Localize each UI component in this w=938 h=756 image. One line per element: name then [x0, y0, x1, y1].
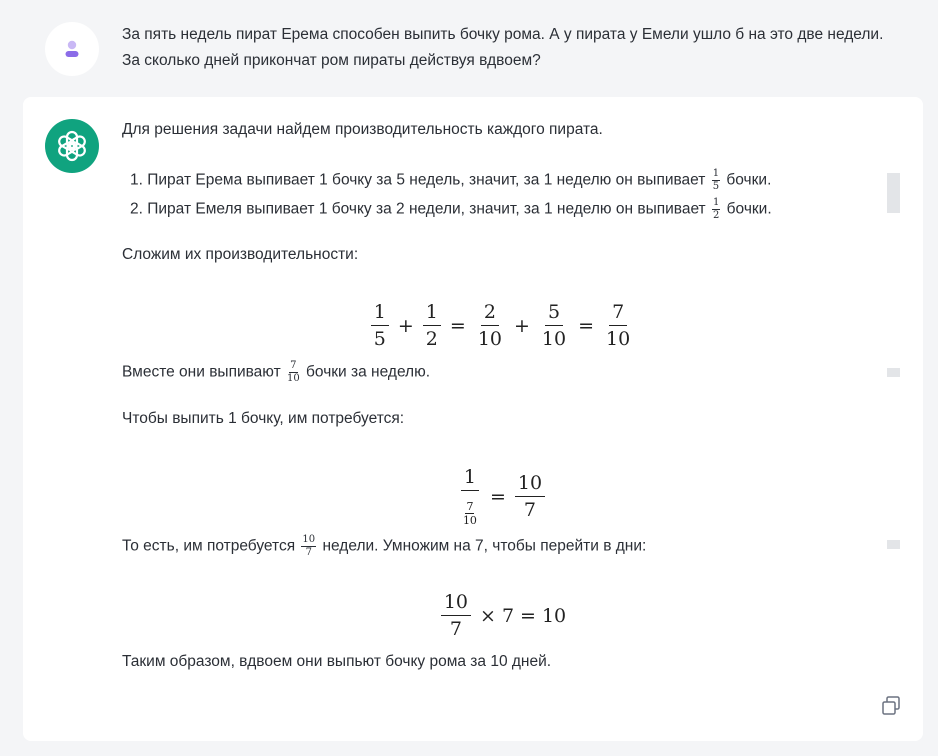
list-item-text: Пират Ерема выпивает 1 бочку за 5 недель, значит, за 1 неделю он выпивает: [147, 171, 706, 189]
user-avatar: [45, 22, 99, 76]
equation-time: $\frac{1}{\frac{7}{10}}$ = $\frac{10}{7}$: [122, 467, 882, 526]
list-marker: 1.: [130, 171, 143, 189]
equation-sum: $\frac{1}{5}$ + $\frac{1}{2}$ = $\frac{2}{10}$ + $\frac{5}{10}$ = $\frac{7}{10}$: [122, 302, 882, 349]
assistant-message-card: [23, 97, 923, 741]
inline-fraction: $\frac{1}{2}$: [712, 197, 720, 221]
scroll-marker: [887, 368, 900, 377]
list-item-suffix: бочки.: [726, 171, 772, 189]
list-item-suffix: бочки.: [726, 200, 772, 218]
openai-logo-icon: [54, 128, 90, 164]
scroll-marker: [887, 540, 900, 549]
list-item: [130, 169, 771, 192]
intro-text: Для решения задачи найдем производительность каждого пирата.: [122, 121, 603, 138]
list-item-text: Пират Емеля выпивает 1 бочку за 2 недели, значит, за 1 неделю он выпивает: [147, 200, 706, 218]
assistant-avatar: [45, 119, 99, 173]
inline-fraction: $\frac{10}{7}$: [302, 534, 316, 558]
sum-intro-text: Сложим их производительности:: [122, 246, 359, 263]
together-text: Вместе они выпивают $\frac{7}{10}$ бочки за неделю.: [122, 360, 431, 384]
inline-fraction: $\frac{7}{10}$: [287, 360, 300, 384]
user-message-text: За пять недель пират Ерема способен выпить бочку рома. А у пирата у Емели ушло б на это две недели. За сколько дней прикончат ром пираты действуя вдвоем?: [122, 26, 884, 69]
weeks-text: То есть, им потребуется $\frac{10}{7}$ недели. Умножим на 7, чтобы перейти в дни:: [122, 534, 647, 558]
inline-fraction: $\frac{1}{5}$: [712, 168, 720, 192]
list-item: [130, 198, 772, 221]
list-marker: 2.: [130, 200, 143, 218]
person-icon: [63, 39, 81, 59]
user-message-row: [0, 0, 938, 96]
scroll-marker: [887, 173, 900, 213]
one-barrel-text: Чтобы выпить 1 бочку, им потребуется:: [122, 410, 405, 427]
equation-days: $\frac{10}{7}$ × 7 = 10: [122, 592, 882, 639]
copy-icon[interactable]: [880, 695, 902, 717]
conclusion-text: Таким образом, вдвоем они выпьют бочку рома за 10 дней.: [122, 653, 552, 670]
